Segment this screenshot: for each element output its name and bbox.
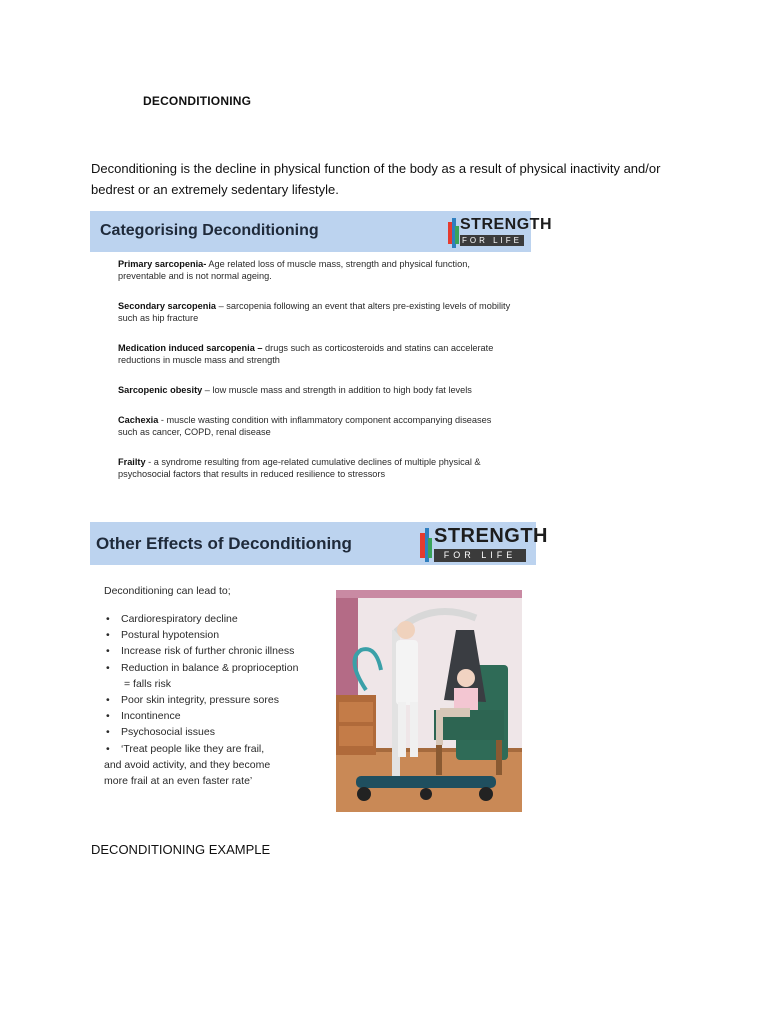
list-item: • Reduction in balance & proprioception	[106, 661, 299, 674]
slide-banner	[90, 211, 552, 252]
quote-line: and avoid activity, and they become	[104, 758, 271, 771]
list-item: • Incontinence	[106, 710, 181, 723]
quote-line: more frail at an even faster rate’	[104, 775, 253, 788]
effects-list	[104, 585, 334, 789]
strength-for-life-logo	[420, 524, 548, 564]
slide-other-effects	[90, 522, 548, 814]
category-list	[118, 258, 513, 498]
logo-bars-icon	[420, 528, 432, 562]
list-item: Sarcopenic obesity – low muscle mass and strength in addition to high body fat levels	[118, 385, 472, 395]
list-item: Cachexia - muscle wasting condition with inflammatory component accompanying diseases such as cancer, COPD, renal disease	[118, 415, 492, 437]
patient-hoist-photo	[336, 590, 522, 812]
logo-word: STRENGTH	[434, 525, 548, 547]
slide-title: Other Effects of Deconditioning	[96, 534, 352, 553]
slide-categorising	[90, 211, 552, 503]
strength-for-life-logo	[448, 214, 552, 250]
list-item: • ‘Treat people like they are frail,	[106, 742, 265, 755]
list-item: Frailty - a syndrome resulting from age-related cumulative declines of multiple physical & psychosocial factors that results in reduced resilience to stressors	[118, 457, 481, 479]
logo-word: STRENGTH	[460, 216, 552, 233]
document-heading: DECONDITIONING	[143, 94, 252, 108]
list-item: • Increase risk of further chronic illness	[106, 645, 295, 658]
list-item: • Cardiorespiratory decline	[106, 613, 238, 625]
slide-banner	[90, 522, 548, 565]
logo-sub: FOR LIFE	[434, 549, 526, 562]
slide-title: Categorising Deconditioning	[100, 222, 319, 239]
logo-sub: FOR LIFE	[461, 236, 522, 245]
list-sub-item: = falls risk	[124, 677, 171, 690]
list-item: Secondary sarcopenia – sarcopenia following an event that alters pre-existing levels of mobility such as hip fracture	[118, 301, 511, 323]
intro-paragraph: Deconditioning is the decline in physical function of the body as a result of physical inactivity and/or bedrest or an extremely sedentary lifestyle.	[91, 161, 661, 197]
list-item: • Poor skin integrity, pressure sores	[106, 694, 279, 707]
list-item: • Postural hypotension	[106, 629, 220, 642]
effects-lead: Deconditioning can lead to;	[104, 585, 231, 597]
list-item: • Psychosocial issues	[106, 726, 215, 739]
list-item: Medication induced sarcopenia – drugs such as corticosteroids and statins can accelerate reductions in muscle mass and strength	[118, 343, 494, 365]
list-item: Primary sarcopenia- Age related loss of muscle mass, strength and physical function, preventable and is not normal ageing.	[118, 259, 470, 281]
logo-bars-icon	[448, 218, 458, 248]
example-heading: DECONDITIONING EXAMPLE	[91, 842, 271, 857]
